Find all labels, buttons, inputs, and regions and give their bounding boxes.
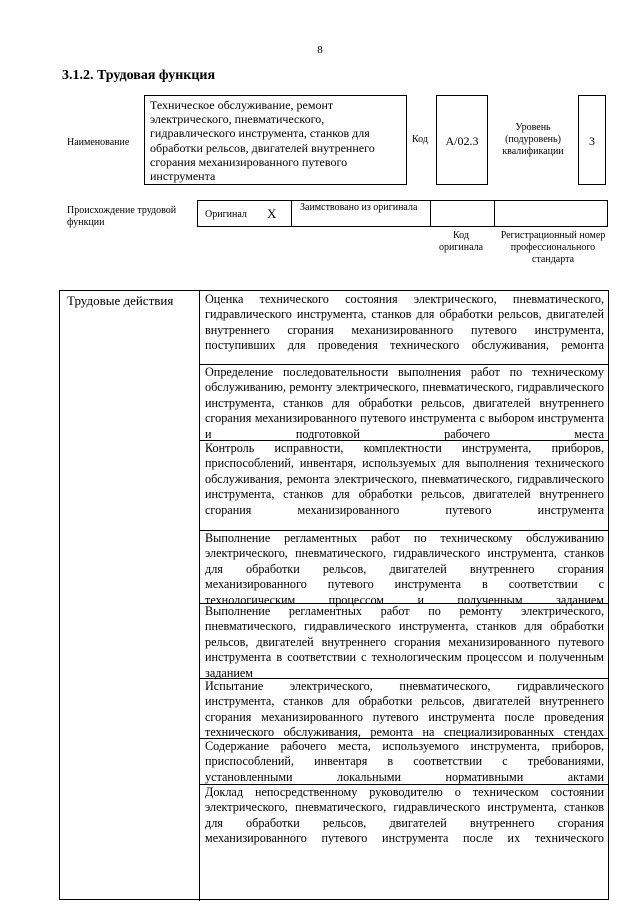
activity-item: Содержание рабочего места, используемого инструмента, приборов, приспособлений, инвентаря в соответствии с требованиями, установленными локальными нормативными актами: [205, 739, 604, 784]
origin-label: Происхождение трудовой функции: [67, 205, 177, 228]
activity-item: Определение последовательности выполнения работ по техническому обслуживанию, ремонту электрического, пневматического, гидравлического инструмента, станков для обработки рельсов, двигателей внутреннего сгорания механизированного путевого инструмента с выбором инструмента и подготовкой рабочего места: [205, 365, 604, 441]
code-original-label: Код оригинала: [438, 230, 484, 253]
activity-item: Контроль исправности, комплектности инструмента, приборов, приспособлений, инвентаря, используемых для выполнения технического обслуживания, ремонта электрического, пневматического, гидравлического инструмента, станков для обработки рельсов, двигателей внутреннего сгорания механизированного путевого инструмента: [205, 441, 604, 517]
page-number: 8: [317, 44, 323, 56]
level-value: 3: [589, 134, 595, 148]
original-label: Оригинал: [205, 209, 247, 220]
level-label: Уровень (подуровень) квалификации: [502, 122, 564, 157]
function-name-box: [144, 95, 407, 185]
code-label: Код: [412, 134, 428, 145]
activity-item: Доклад непосредственному руководителю о техническом состоянии электрического, пневматического, гидравлического инструмента, станков для обработки рельсов, двигателей внутреннего сгорания механизированного путевого инструмента после их технического: [205, 785, 604, 846]
borrowed-label: Заимствовано из оригинала: [300, 202, 418, 213]
name-label: Наименование: [67, 137, 130, 148]
level-box: [578, 95, 606, 185]
activity-item: Испытание электрического, пневматического, гидравлического инструмента, станков для обработки рельсов, двигателей внутреннего сгорания механизированного путевого инструмента после проведения технического обслуживания, ремонта на специализированных стендах: [205, 679, 604, 740]
activity-item: Выполнение регламентных работ по техническому обслуживанию электрического, пневматического, гидравлического инструмента, станков для обработки рельсов, двигателей внутреннего сгорания механизированного путевого инструмента в соответствии с технологическим процессом и полученным заданием: [205, 531, 604, 607]
code-value: А/02.3: [445, 134, 479, 148]
original-mark: X: [267, 206, 277, 221]
activity-item: Выполнение регламентных работ по ремонту электрического, пневматического, гидравлического инструмента, станков для обработки рельсов, двигателей внутреннего сгорания механизированного путевого инструмента в соответствии с технологическим процессом и полученным заданием: [205, 604, 604, 680]
function-name-value: Техническое обслуживание, ремонт электрического, пневматического, гидравлического инструмента, станков для обработки рельсов, двигателей внутреннего сгорания механизированного путевого инструмента: [150, 98, 375, 184]
origin-table: [197, 200, 608, 227]
code-box: [436, 95, 488, 185]
section-title: 3.1.2. Трудовая функция: [62, 68, 216, 83]
activities-label: Трудовые действия: [67, 293, 174, 308]
activity-item: Оценка технического состояния электрического, пневматического, гидравлического инструмента, станков для обработки рельсов, двигателей внутреннего сгорания механизированного путевого инструмента, поступивших для проведения технического обслуживания, ремонта: [205, 292, 604, 353]
reg-number-label: Регистрационный номер профессионального стандарта: [500, 230, 606, 265]
